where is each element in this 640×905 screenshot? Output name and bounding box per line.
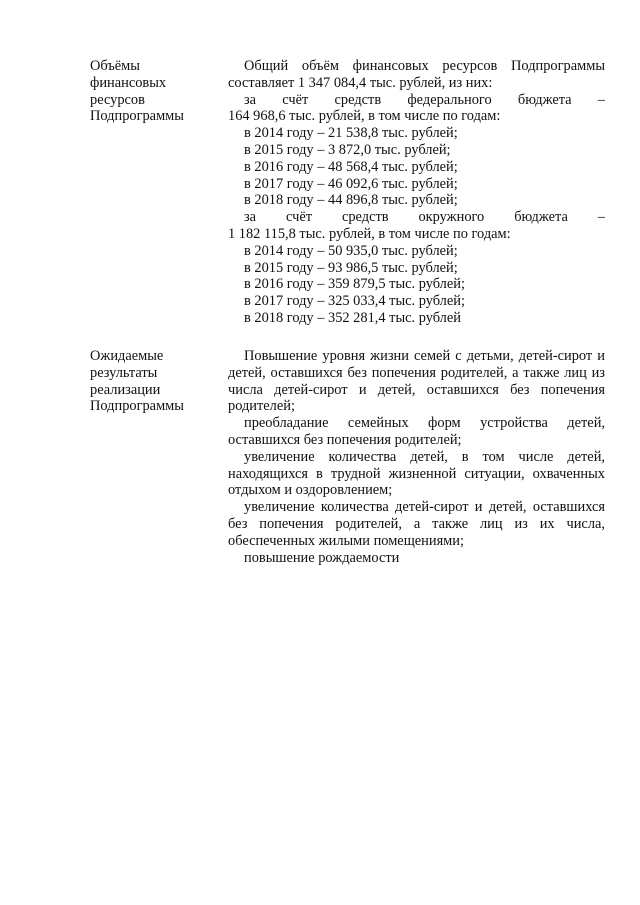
district-budget-line: за счёт средств окружного бюджета – — [244, 209, 605, 226]
results-label — [90, 348, 210, 415]
district-year-item: в 2014 году – 50 935,0 тыс. рублей; — [244, 242, 458, 259]
district-year-item: в 2016 году – 359 879,5 тыс. рублей; — [244, 276, 465, 293]
financing-label — [90, 58, 210, 125]
label-line: Ожидаемые — [90, 348, 164, 364]
federal-budget-total: 164 968,6 тыс. рублей, в том числе по годам: — [228, 108, 501, 125]
district-budget-total: 1 182 115,8 тыс. рублей, в том числе по годам: — [228, 225, 511, 242]
label-line: Подпрограммы — [90, 398, 184, 415]
federal-year-item: в 2014 году – 21 538,8 тыс. рублей; — [244, 125, 458, 142]
label-line: результаты — [90, 364, 158, 381]
label-line: реализации — [90, 381, 161, 398]
federal-year-item: в 2018 году – 44 896,8 тыс. рублей; — [244, 192, 458, 209]
label-line: финансовых — [90, 74, 167, 91]
label-line: Объёмы — [90, 58, 140, 74]
federal-year-item: в 2017 году – 46 092,6 тыс. рублей; — [244, 175, 458, 192]
district-year-item: в 2015 году – 93 986,5 тыс. рублей; — [244, 259, 458, 276]
district-year-item: в 2017 году – 325 033,4 тыс. рублей; — [244, 293, 465, 310]
result-item: увеличение количества детей-сирот и детей, оставшихся без попечения родителей, а также лиц из их числа, обеспеченных жилыми помещениями; — [228, 499, 605, 549]
result-item: повышение рождаемости — [244, 549, 400, 566]
result-item: увеличение количества детей, в том числе детей, находящихся в трудной жизненной ситуации, охваченных отдыхом и оздоровлением; — [228, 448, 605, 499]
label-line: ресурсов — [90, 91, 145, 108]
federal-year-item: в 2015 году – 3 872,0 тыс. рублей; — [244, 141, 451, 158]
district-year-item: в 2018 году – 352 281,4 тыс. рублей — [244, 309, 461, 326]
result-item: преобладание семейных форм устройства детей, оставшихся без попечения родителей; — [228, 415, 605, 448]
results-content — [228, 348, 605, 566]
label-line: Подпрограммы — [90, 108, 184, 125]
result-item: Повышение уровня жизни семей с детьми, детей-сирот и детей, оставшихся без попечения родителей, а также лиц из числа детей-сирот и детей, оставшихся без попечения родителей; — [228, 348, 605, 415]
financing-content — [228, 58, 605, 327]
financing-intro: Общий объём финансовых ресурсов Подпрограммы составляет 1 347 084,4 тыс. рублей, из них: — [228, 58, 605, 91]
federal-year-item: в 2016 году – 48 568,4 тыс. рублей; — [244, 158, 458, 175]
federal-budget-line: за счёт средств федерального бюджета – — [244, 91, 605, 108]
